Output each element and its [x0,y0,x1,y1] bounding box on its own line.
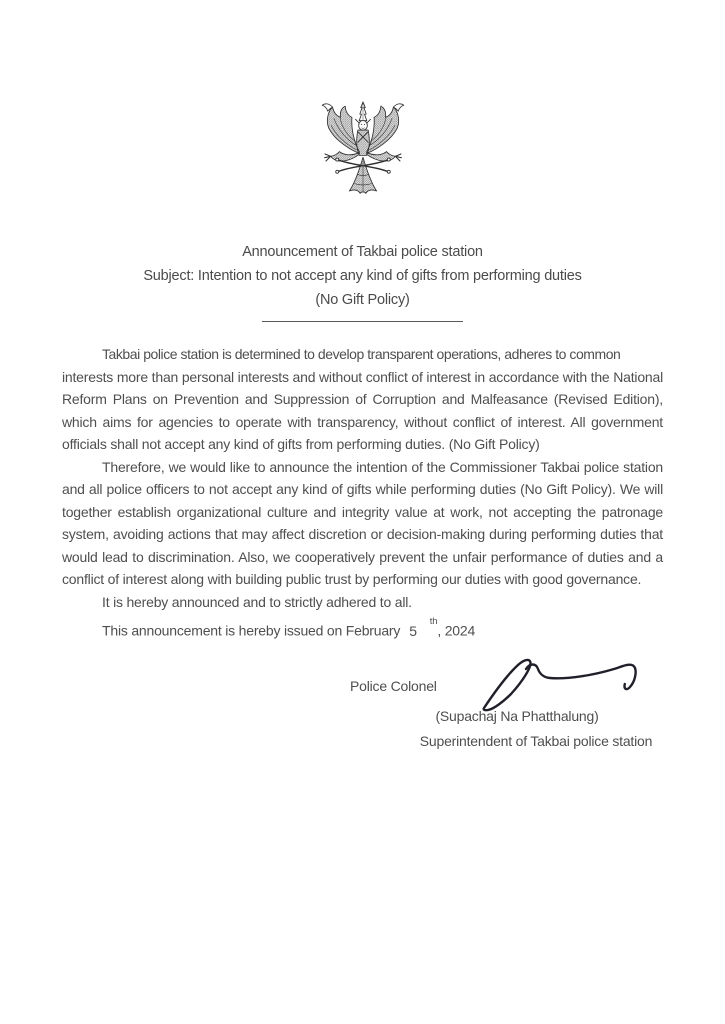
emblem-container [62,0,663,207]
garuda-emblem-icon [316,101,410,206]
signer-rank: Police Colonel [350,678,437,695]
issuance-prefix: This announcement is hereby issued on February [102,622,401,639]
issuance-day: 5 [409,622,417,639]
subject-line: Subject: Intention to not accept any kind of gifts from performing duties [143,268,582,284]
issuance-ordinal: th [429,616,438,627]
closing-statement: It is hereby announced and to strictly adhered to all. [102,593,412,610]
issuance-line [62,617,663,642]
issuance-suffix: , 2024 [437,622,476,639]
paragraph-1-first-line: Takbai police station is determined to develop transparent operations, adheres to common [102,346,621,362]
paragraph-1: interests more than personal interests and without conflict of interest in accordance with the National Reform Plans on Prevention and Suppression of Corruption and Malfeasance (Revised Edition), which aims for agencies to operate with transparency, without conflict of interest. All government officials shall not accept any kind of gifts from performing duties. (No Gift Policy) [62,368,663,452]
document-headings [62,240,663,312]
section-divider [262,321,463,322]
policy-label: (No Gift Policy) [315,292,410,308]
signer-name: (Supachaj Na Phatthalung) [435,708,599,725]
signer-title: Superintendent of Takbai police station [419,733,653,750]
signature-block [62,654,663,764]
document-body [62,343,663,642]
announcement-title: Announcement of Takbai police station [242,244,483,260]
paragraph-2: Therefore, we would like to announce the intention of the Commissioner Takbai police station and all police officers to not accept any kind of gifts while performing duties (No Gift Policy). We will together establish organizational culture and integrity value at work, not accepting the patronage system, avoiding actions that may affect discretion or decision-making during performing duties that would lead to discrimination. Also, we cooperatively prevent the unfair performance of duties and a conflict of interest along with building public trust by performing our duties with good governance. [62,458,663,587]
